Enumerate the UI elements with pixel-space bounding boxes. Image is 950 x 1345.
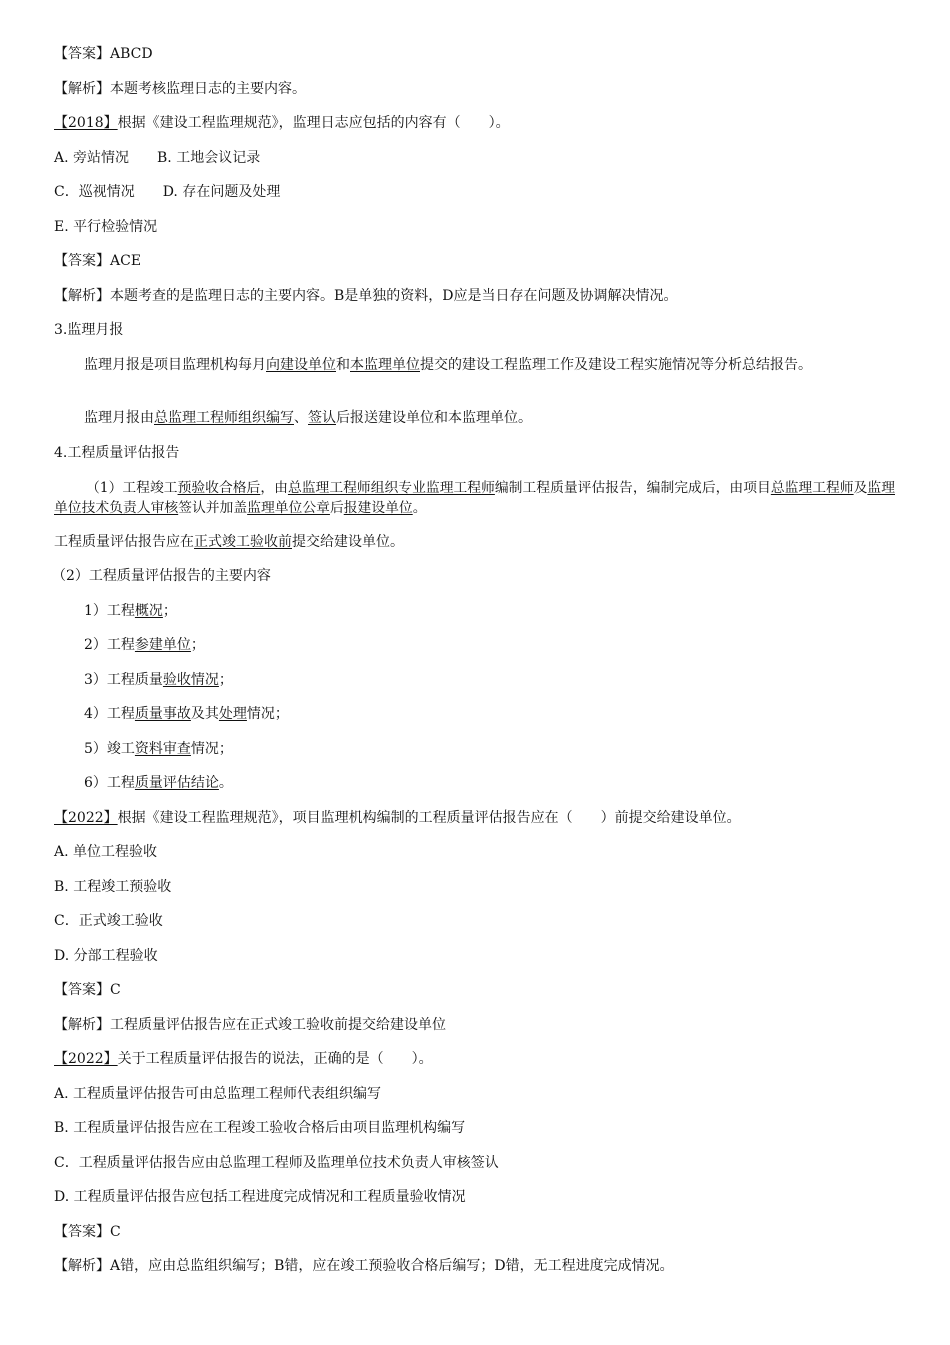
text-run: ；	[162, 603, 177, 619]
key-phrase: 总监理工程师	[770, 480, 854, 496]
key-phrase: 总监理工程师组织编写	[154, 410, 294, 426]
option-line: B. 工程竣工预验收	[54, 879, 172, 895]
paragraph	[54, 478, 896, 518]
option-line: B. 工程质量评估报告应在工程竣工验收合格后由项目监理机构编写	[54, 1120, 466, 1136]
question-year: 【2022】	[54, 1051, 118, 1067]
key-phrase: 监理单位公章	[247, 500, 330, 516]
text-run: 、	[294, 410, 308, 426]
question-text: 关于工程质量评估报告的说法，正确的是（ ）。	[117, 1051, 433, 1067]
text-run: 及其	[190, 706, 219, 722]
text-run: 3）工程质量	[84, 672, 163, 688]
text-run: （1）工程竣工	[86, 480, 178, 496]
key-phrase: 总监理工程师组织专业监理工程师	[287, 480, 495, 496]
option-line: C．工程质量评估报告应由总监理工程师及监理单位技术负责人审核签认	[54, 1155, 499, 1171]
question-year: 【2018】	[54, 115, 118, 131]
option-line: C．巡视情况 D. 存在问题及处理	[54, 184, 281, 200]
key-phrase: 签认	[308, 410, 336, 426]
list-item	[84, 670, 924, 690]
key-phrase: 向建设单位	[266, 357, 336, 373]
text-run: ；	[218, 672, 233, 688]
text-run: 监理月报由	[84, 410, 154, 426]
option-line: A. 工程质量评估报告可由总监理工程师代表组织编写	[54, 1086, 382, 1102]
text-run: 1）工程	[84, 603, 135, 619]
answer-line: 【答案】C	[54, 982, 121, 998]
text-run: 情况；	[190, 741, 233, 757]
key-phrase: 质量事故	[134, 706, 191, 722]
text-run: 。	[412, 500, 427, 516]
question-2022-b	[54, 1049, 894, 1069]
text-run: ，由	[260, 480, 288, 496]
text-run: ；	[190, 637, 205, 653]
text-run: 后	[329, 500, 344, 516]
explanation-line: 【解析】本题考查的是监理日志的主要内容。B是单独的资料，D应是当日存在问题及协调解决情况。	[54, 288, 678, 304]
answer-line: 【答案】ABCD	[54, 46, 153, 62]
paragraph	[84, 355, 924, 375]
question-text: 根据《建设工程监理规范》，监理日志应包括的内容有（ ）。	[117, 115, 510, 131]
paragraph	[54, 532, 894, 552]
text-run: 2）工程	[84, 637, 135, 653]
key-phrase: 验收情况	[162, 672, 219, 688]
key-phrase: 报建设单位	[343, 500, 413, 516]
option-line: E. 平行检验情况	[54, 219, 158, 235]
option-line: D. 工程质量评估报告应包括工程进度完成情况和工程质量验收情况	[54, 1189, 466, 1205]
text-run: 提交的建设工程监理工作及建设工程实施情况等分析总结报告。	[420, 357, 812, 373]
explanation-line: 【解析】工程质量评估报告应在正式竣工验收前提交给建设单位	[54, 1017, 446, 1033]
question-2018	[54, 113, 894, 133]
paragraph	[84, 408, 924, 428]
text-run: 编制工程质量评估报告，编制完成后，由项目	[494, 480, 771, 496]
text-run: 6）工程	[84, 775, 135, 791]
text-run: 5）竣工	[84, 741, 135, 757]
key-phrase: 正式竣工验收前	[194, 534, 292, 550]
list-item	[84, 635, 924, 655]
key-phrase: 质量评估结论	[134, 775, 219, 791]
key-phrase: 本监理单位	[350, 357, 420, 373]
text-run: 情况；	[246, 706, 289, 722]
text-run: 及	[853, 480, 868, 496]
question-text: 根据《建设工程监理规范》，项目监理机构编制的工程质量评估报告应在（ ）前提交给建设单位。	[117, 810, 741, 826]
key-phrase: 处理	[218, 706, 247, 722]
list-item	[84, 773, 924, 793]
text-run: 。	[218, 775, 233, 791]
text-run: 工程质量评估报告应在	[54, 534, 194, 550]
key-phrase: 概况	[134, 603, 163, 619]
text-run: 监理月报是项目监理机构每月	[84, 357, 266, 373]
answer-line: 【答案】ACE	[54, 253, 142, 269]
key-phrase: 监理单位技术负责人审核	[54, 480, 895, 516]
text-run: 和	[336, 357, 350, 373]
section-title: 4.工程质量评估报告	[54, 445, 180, 461]
option-line: A. 单位工程验收	[54, 844, 158, 860]
explanation-line: 【解析】本题考核监理日志的主要内容。	[54, 81, 306, 97]
explanation-line: 【解析】A错，应由总监组织编写；B错，应在竣工预验收合格后编写；D错，无工程进度完成情况。	[54, 1258, 674, 1274]
list-item	[84, 739, 924, 759]
answer-line: 【答案】C	[54, 1224, 121, 1240]
option-line: A. 旁站情况 B. 工地会议记录	[54, 150, 261, 166]
list-item	[84, 704, 924, 724]
key-phrase: 参建单位	[134, 637, 191, 653]
text-run: 后报送建设单位和本监理单位。	[336, 410, 532, 426]
option-line: C．正式竣工验收	[54, 913, 163, 929]
key-phrase: 资料审查	[134, 741, 191, 757]
section-title: 3.监理月报	[54, 322, 124, 338]
option-line: D. 分部工程验收	[54, 948, 158, 964]
text-run: 提交给建设单位。	[292, 534, 404, 550]
question-year: 【2022】	[54, 810, 118, 826]
subsection-title: （2）工程质量评估报告的主要内容	[52, 568, 271, 584]
question-2022-a	[54, 808, 894, 828]
list-item	[84, 601, 924, 621]
key-phrase: 预验收合格后	[177, 480, 261, 496]
text-run: 4）工程	[84, 706, 135, 722]
text-run: 签认并加盖	[178, 500, 248, 516]
